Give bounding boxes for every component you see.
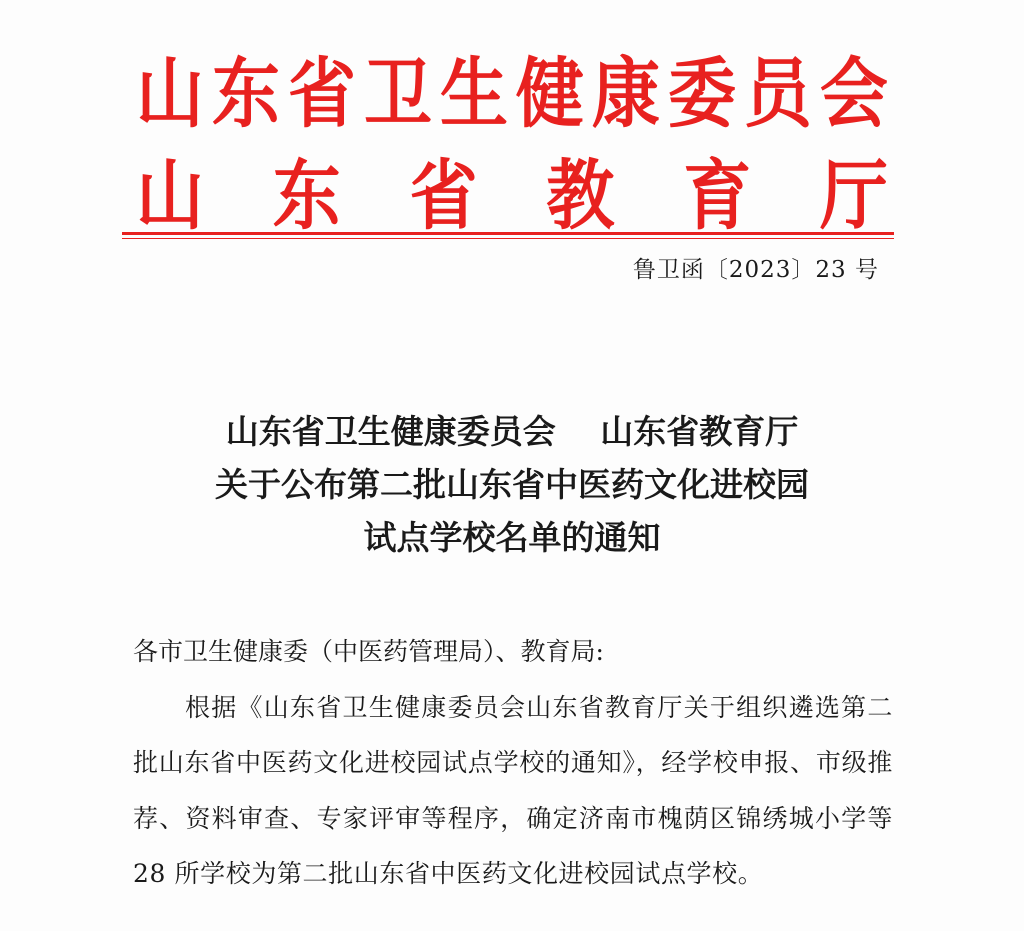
body-paragraph: 根据《山东省卫生健康委员会山东省教育厅关于组织遴选第二批山东省中医药文化进校园试点学校的通知》，经学校申报、市级推荐、资料审查、专家评审等程序，确定济南市槐荫区锦绣城小学等 28 所学校为第二批山东省中医药文化进校园试点学校。 [133, 692, 893, 888]
header-char: 山 [136, 49, 205, 139]
header-char: 省 [287, 49, 356, 139]
header-red-rule [122, 232, 894, 235]
document-body [133, 624, 893, 902]
header-char: 健 [515, 49, 584, 139]
header-char: 会 [819, 49, 888, 139]
header-char: 卫 [363, 49, 432, 139]
header-red-rule-thin [122, 238, 894, 239]
header-char: 员 [743, 49, 812, 139]
header-char: 东 [211, 49, 280, 139]
header-char: 省 [409, 151, 478, 241]
header-char: 育 [683, 151, 752, 241]
document-title [0, 405, 1024, 564]
header-char: 生 [439, 49, 508, 139]
document-number: 鲁卫函〔2023〕23 号 [632, 257, 879, 283]
header-char: 康 [591, 49, 660, 139]
title-line: 试点学校名单的通知 [363, 518, 661, 557]
title-line: 山东省卫生健康委员会 山东省教育厅 [225, 412, 799, 451]
header-char: 委 [667, 49, 736, 139]
issuer-header-health-commission [136, 49, 888, 139]
header-char: 山 [136, 151, 205, 241]
title-line: 关于公布第二批山东省中医药文化进校园 [215, 465, 809, 504]
salutation: 各市卫生健康委（中医药管理局）、教育局: [133, 637, 604, 666]
header-char: 教 [546, 151, 615, 241]
header-char: 东 [272, 151, 341, 241]
issuer-header-education-department [136, 151, 888, 241]
header-char: 厅 [819, 151, 888, 241]
